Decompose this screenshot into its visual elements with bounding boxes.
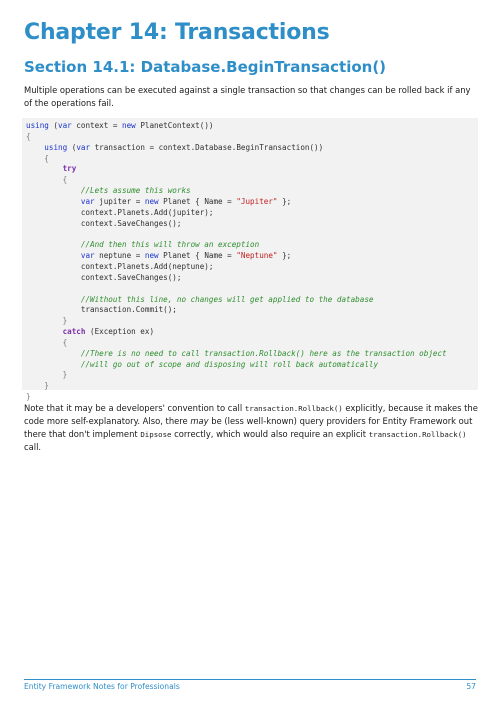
code-line: {: [26, 131, 31, 141]
code-line: {: [26, 153, 49, 163]
code-comment: //And then this will throw an exception: [26, 240, 260, 250]
code-line: context.Planets.Add(neptune);: [26, 261, 214, 271]
code-line: {: [26, 337, 68, 347]
code-line: }: [26, 370, 68, 380]
code-keyword: new: [144, 196, 159, 206]
code-comment: //Without this line, no changes will get applied to the database: [26, 294, 374, 304]
footer-divider: [24, 679, 476, 680]
footer-page-number: 57: [466, 682, 476, 691]
code-line: var jupiter = new Planet { Name = "Jupiter" };: [80, 196, 292, 206]
code-keyword: using: [44, 142, 68, 152]
code-keyword: new: [144, 251, 159, 261]
note-paragraph: Note that it may be a developers' convention to call transaction.Rollback() explicitly, because it makes the code more self-explanatory. Also, there may be (less well-known) query providers for Entity Framework out there that don't implement Dipsose correctly, which would also require an explicit transaction.Rollback() call.: [24, 403, 478, 452]
inline-code: Dipsose: [140, 430, 172, 439]
code-line: [26, 229, 478, 240]
code-string: "Neptune": [236, 251, 278, 261]
code-comment: //There is no need to call transaction.Rollback() here as the transaction object: [26, 348, 447, 358]
chapter-title: Chapter 14: Transactions: [24, 20, 330, 45]
code-line: }: [26, 316, 68, 326]
section-title: Section 14.1: Database.BeginTransaction(): [24, 58, 387, 76]
code-line: {: [26, 175, 68, 185]
code-line: catch (Exception ex): [62, 327, 155, 337]
code-line: using (var context = new PlanetContext()): [26, 121, 214, 130]
code-comment: //will go out of scope and disposing will roll back automatically: [26, 359, 379, 369]
code-keyword: using: [26, 121, 49, 130]
inline-code: transaction.Rollback(): [368, 430, 467, 439]
code-line: context.SaveChanges();: [26, 272, 182, 282]
code-keyword: try: [62, 164, 77, 174]
emphasis: may: [190, 416, 209, 426]
code-line: }: [26, 381, 49, 391]
code-keyword: var: [76, 142, 91, 152]
code-line: [26, 164, 478, 175]
footer-book-title: Entity Framework Notes for Professionals: [24, 682, 180, 691]
code-block: [22, 118, 478, 402]
code-line: transaction.Commit();: [26, 305, 177, 315]
inline-code: transaction.Rollback(): [244, 404, 343, 413]
code-line: }: [26, 392, 31, 402]
code-keyword: var: [58, 121, 72, 130]
code-line: context.Planets.Add(jupiter);: [26, 207, 214, 217]
code-line: using (var transaction = context.Database.BeginTransaction()): [44, 142, 324, 152]
code-keyword: var: [80, 196, 95, 206]
code-keyword: catch: [62, 327, 86, 337]
code-line: context.SaveChanges();: [26, 218, 182, 228]
code-line: var neptune = new Planet { Name = "Neptune" };: [80, 251, 292, 261]
code-keyword: new: [122, 121, 136, 130]
code-line: [26, 284, 478, 295]
code-keyword: var: [80, 251, 95, 261]
intro-paragraph: Multiple operations can be executed against a single transaction so that changes can be rolled back if any of the operations fail.: [24, 85, 471, 108]
code-string: "Jupiter": [236, 196, 278, 206]
code-comment: //Lets assume this works: [26, 186, 191, 196]
